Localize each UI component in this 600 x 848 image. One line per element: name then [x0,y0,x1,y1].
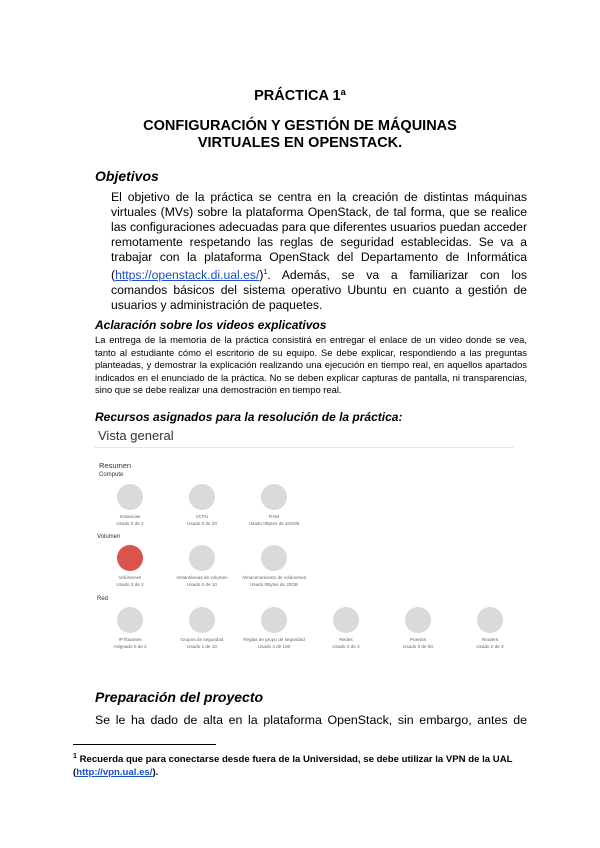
videos-heading: Aclaración sobre los videos explicativos [95,318,327,332]
quota-chart-floating-ips [117,607,143,633]
quota-chart-routers [477,607,503,633]
quota-usage: Usado 0 de 2 [116,521,144,526]
quota-chart-volumes [117,545,143,571]
quota-name: IP flotantes [118,637,142,642]
footnote-number: 1 [73,753,77,760]
quota-usage: Usado 0 de 50 [403,644,433,649]
section-compute-label: Compute [99,472,124,478]
quota-usage: Usado 0 de 10 [187,582,217,587]
overview-screenshot [94,428,514,668]
footnote-ref: 1 [263,269,268,276]
quota-chart-vcpu [189,484,215,510]
quota-usage: Usado 4 de 100 [257,644,291,649]
quota-usage: Usado 0 de 2 [476,644,504,649]
title-line-1: CONFIGURACIÓN Y GESTIÓN DE MÁQUINAS [143,118,457,134]
overview-divider [94,447,514,448]
quota-usage: Usado 0 de 2 [332,644,360,649]
quota-usage: Usado 2 de 2 [116,582,144,587]
footnote-text-2: ). [152,766,159,778]
quota-usage: Usado 0 de 20 [187,521,217,526]
summary-label: Resumen [99,461,132,470]
quota-name: Instancias [119,514,141,519]
footnote-rule [73,744,216,745]
quota-chart-instances [117,484,143,510]
quota-chart-volume-storage [261,545,287,571]
objectives-heading: Objetivos [95,168,159,184]
objectives-text-3: . Además, se va a familiarizar con los comandos básicos del sistema operativo Ubuntu en cuanto a gestión de usuarios y administración de paquetes. [111,268,527,313]
vpn-link[interactable]: http://vpn.ual.es/ [76,766,153,778]
section-volume-label: Volumen [97,534,121,540]
footnote-text-1: Recuerda que para conectarse desde fuera de la Universidad, se debe utilizar la VPN de la UAL ( [73,754,513,778]
footnote [73,751,529,779]
quota-name: Reglas de grupo de seguridad [243,637,305,642]
quota-name: VCPU [195,514,209,519]
quota-name: Routers [481,637,499,642]
quota-chart-ram [261,484,287,510]
quota-usage: Usado 1 de 10 [187,644,217,649]
quota-usage: Usado 0Bytes de 20GB [249,582,298,587]
objectives-text-1: El objetivo de la práctica se centra en la creación de distintas máquinas virtuales (MVs) sobre la plataforma OpenStack, de tal forma, que se realice las configuraciones adecuadas para que diferentes usuarios puedan acceder remotamente respetando las reglas de seguridad establecidas. Se va a trabajar con la plataforma OpenStack del Departamento de Informática ( [111,190,528,283]
quota-name: Redes [339,637,353,642]
quota-name: RAM [268,514,280,519]
practice-number: PRÁCTICA 1ª [254,88,346,104]
quota-chart-security-groups [189,607,215,633]
quota-chart-ports [405,607,431,633]
overview-title: Vista general [98,428,174,443]
quota-chart-networks [333,607,359,633]
quota-usage: Usado 0Bytes de 100GB [248,521,300,526]
resources-heading: Recursos asignados para la resolución de la práctica: [95,410,403,424]
quota-name: Volúmenes [118,575,142,580]
quota-chart-security-rules [261,607,287,633]
videos-paragraph: La entrega de la memoria de la práctica consistirá en entregar el enlace de un video donde se vea, tanto al estudiante cómo el escritorio de su equipo. Se debe explicar, respondiendo a las preguntas planteadas, y demostrar la explicación realizando una ejecución en tiempo real, en aquellos apartados indicados en el enunciado de la práctica. No se deben explicar capturas de pantalla, ni transparencias, sino que se debe realizar una demostración en tiempo real. [95,334,527,396]
project-heading: Preparación del proyecto [95,689,264,705]
project-paragraph: Se le ha dado de alta en la plataforma OpenStack, sin embargo, antes de [95,713,527,727]
objectives-text-2: ) [259,268,264,283]
quota-name: Instantáneas de volumen [176,575,228,580]
quota-name: Almacenamiento de volúmenes [241,575,307,580]
openstack-link[interactable]: https://openstack.di.ual.es/ [115,268,260,283]
quota-usage: Asignado 0 de 2 [113,644,147,649]
section-network-label: Red [97,596,109,602]
quota-name: Grupos de seguridad [180,637,224,642]
title-line-2: VIRTUALES EN OPENSTACK. [197,135,403,151]
quota-name: Puertos [410,637,426,642]
quota-chart-volume-snapshots [189,545,215,571]
objectives-paragraph [111,190,527,313]
